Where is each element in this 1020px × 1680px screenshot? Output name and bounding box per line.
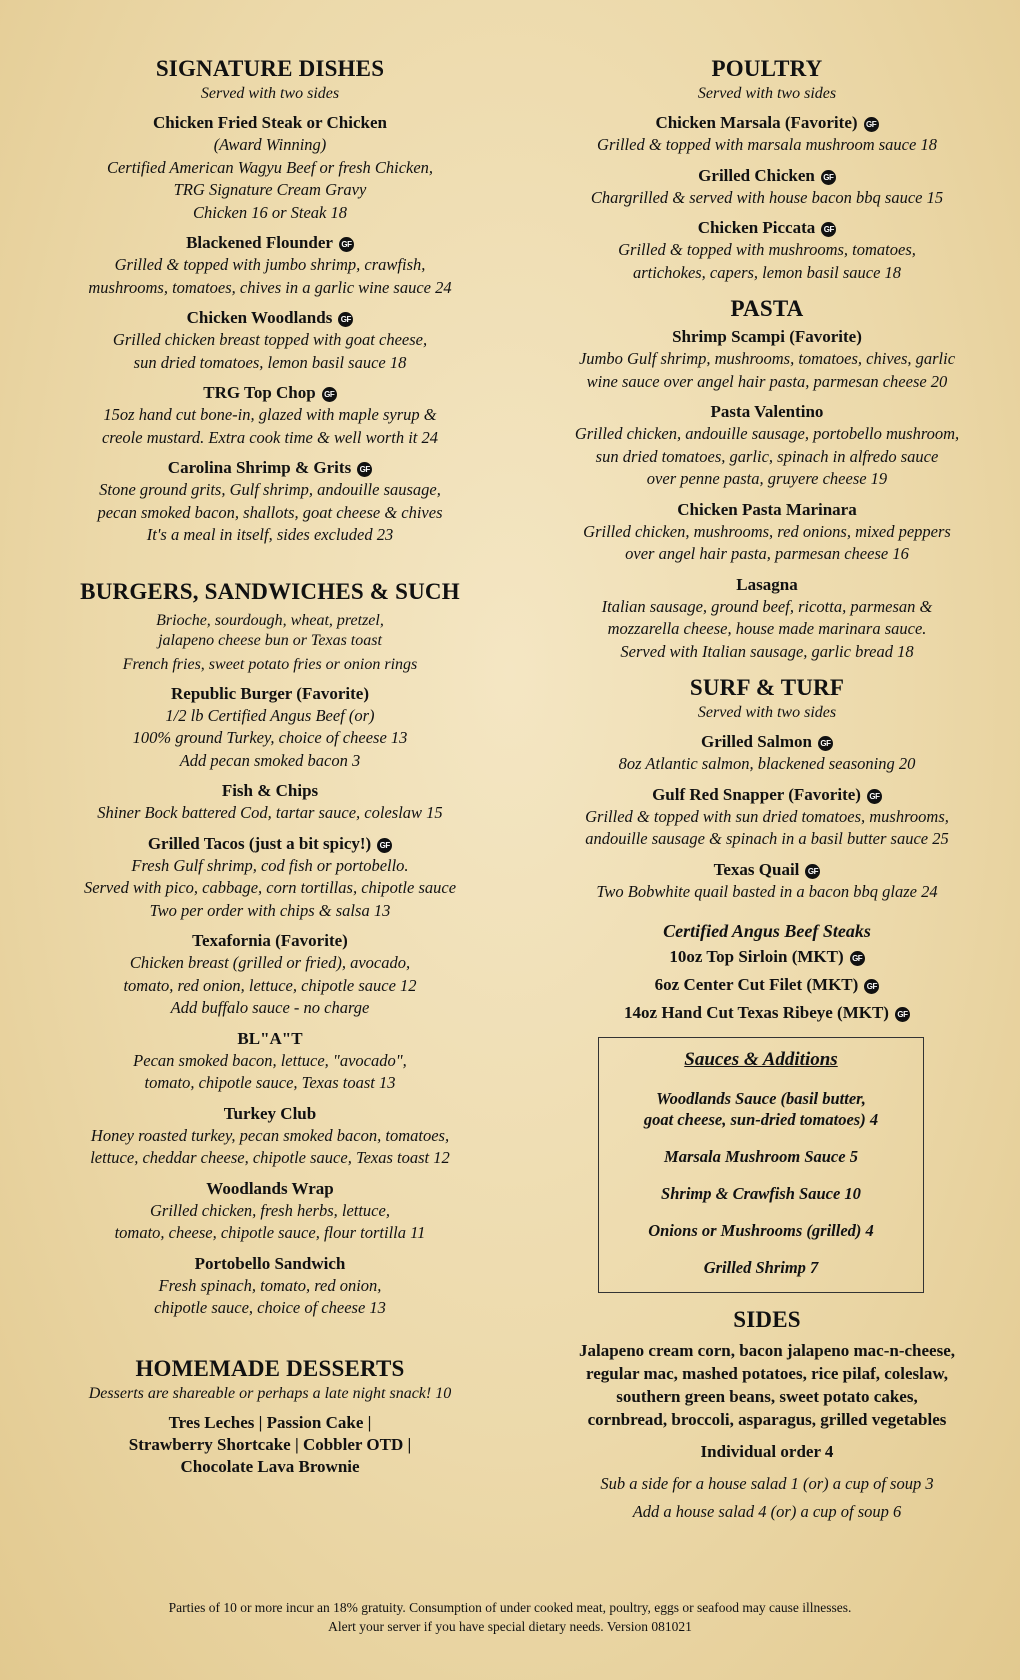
menu-item: [26, 307, 514, 374]
sides-note: Sub a side for a house salad 1 (or) a cup of soup 3: [600, 1474, 934, 1493]
menu-item: [26, 780, 514, 825]
section-title: PASTA: [730, 296, 804, 321]
menu-item-description: Shiner Bock battered Cod, tartar sauce, coleslaw 15: [97, 803, 443, 822]
gluten-free-icon: GF: [322, 387, 337, 402]
menu-item: [528, 217, 1006, 284]
gluten-free-icon: GF: [805, 864, 820, 879]
left-column: [26, 54, 514, 1478]
menu-item: [528, 731, 1006, 776]
menu-item-name: Chicken Woodlands GF: [26, 307, 514, 329]
gluten-free-icon: GF: [339, 237, 354, 252]
menu-item-description: 15oz hand cut bone-in, glazed with maple syrup & creole mustard. Extra cook time & well worth it 24: [101, 405, 439, 447]
menu-item-description: Italian sausage, ground beef, ricotta, parmesan & mozzarella cheese, house made marinara sauce. Served with Italian sausage, garlic bread 18: [601, 596, 933, 661]
signature-dishes-section: [26, 54, 514, 547]
menu-item-description: Grilled & topped with mushrooms, tomatoes, artichokes, capers, lemon basil sauce 18: [618, 240, 916, 282]
menu-item: [26, 1253, 514, 1320]
gluten-free-icon: GF: [864, 979, 879, 994]
sides-individual-price: Individual order 4: [700, 1442, 834, 1461]
menu-item-name: Gulf Red Snapper (Favorite) GF: [528, 784, 1006, 806]
menu-item-description: Grilled chicken breast topped with goat cheese, sun dried tomatoes, lemon basil sauce 18: [112, 330, 428, 372]
menu-item-description: Honey roasted turkey, pecan smoked bacon, tomatoes, lettuce, cheddar cheese, chipotle sauce, Texas toast 12: [90, 1125, 450, 1167]
steak-item: 14oz Hand Cut Texas Ribeye (MKT) GF: [528, 999, 1006, 1027]
menu-item-name: Grilled Chicken GF: [528, 165, 1006, 187]
menu-item-description: Grilled chicken, fresh herbs, lettuce, tomato, cheese, chipotle sauce, flour tortilla 11: [114, 1200, 426, 1242]
section-title: SIGNATURE DISHES: [155, 56, 385, 81]
menu-item-description: Pecan smoked bacon, lettuce, "avocado", tomato, chipotle sauce, Texas toast 13: [133, 1050, 407, 1092]
gluten-free-icon: GF: [850, 951, 865, 966]
menu-item-name: Pasta Valentino: [710, 402, 824, 421]
sides-list: Jalapeno cream corn, bacon jalapeno mac-n-cheese, regular mac, mashed potatoes, rice pilaf, coleslaw, southern green beans, sweet potato cakes, cornbread, broccoli, asparagus, grilled vegetables: [579, 1341, 955, 1429]
steak-item: 10oz Top Sirloin (MKT) GF: [528, 943, 1006, 971]
menu-item: [528, 112, 1006, 157]
sides-section: [528, 1305, 1006, 1523]
menu-item: [26, 1178, 514, 1245]
menu-item: [528, 326, 1006, 393]
menu-item-name: Texas Quail GF: [528, 859, 1006, 881]
menu-item: [26, 382, 514, 449]
section-subtitle: Served with two sides: [200, 85, 340, 102]
steaks-heading: Certified Angus Beef Steaks: [663, 921, 871, 941]
sauce-item: Shrimp & Crawfish Sauce 10: [661, 1184, 861, 1203]
menu-item: [528, 784, 1006, 851]
menu-item-description: Grilled chicken, mushrooms, red onions, mixed peppers over angel hair pasta, parmesan cheese 16: [583, 521, 951, 563]
gluten-free-icon: GF: [821, 170, 836, 185]
menu-item-name: TRG Top Chop GF: [26, 382, 514, 404]
gluten-free-icon: GF: [357, 462, 372, 477]
sauce-item: Woodlands Sauce (basil butter, goat cheese, sun-dried tomatoes) 4: [643, 1089, 879, 1129]
gluten-free-icon: GF: [818, 736, 833, 751]
surf-turf-section: [528, 673, 1006, 1027]
menu-item-name: Carolina Shrimp & Grits GF: [26, 457, 514, 479]
sauces-additions-box: [598, 1037, 924, 1293]
menu-item-name: Lasagna: [736, 574, 798, 594]
menu-item-description: Chargrilled & served with house bacon bbq sauce 15: [590, 187, 944, 207]
gluten-free-icon: GF: [864, 117, 879, 132]
menu-item-name: Texafornia (Favorite): [192, 931, 348, 950]
menu-item-description: Grilled & topped with sun dried tomatoes, mushrooms, andouille sausage & spinach in a basil butter sauce 25: [585, 806, 949, 848]
menu-item: [528, 574, 1006, 664]
desserts-section: [26, 1354, 514, 1478]
menu-item-name: Chicken Marsala (Favorite) GF: [528, 112, 1006, 134]
menu-item-name: Turkey Club: [223, 1103, 317, 1123]
gluten-free-icon: GF: [338, 312, 353, 327]
menu-item: [26, 1028, 514, 1095]
menu-item-description: Two Bobwhite quail basted in a bacon bbq glaze 24: [596, 881, 938, 901]
sauces-title: Sauces & Additions: [684, 1049, 838, 1070]
menu-item-name: Fish & Chips: [221, 781, 319, 800]
menu-item: [528, 499, 1006, 566]
menu-item-name: Grilled Salmon GF: [528, 731, 1006, 753]
menu-item-description: Stone ground grits, Gulf shrimp, andouille sausage, pecan smoked bacon, shallots, goat cheese & chives It's a meal in itself, sides excluded 23: [97, 480, 443, 544]
menu-item-name: Portobello Sandwich: [194, 1253, 346, 1273]
gluten-free-icon: GF: [867, 789, 882, 804]
menu-item: [26, 457, 514, 547]
menu-item: [26, 232, 514, 299]
gluten-free-icon: GF: [895, 1007, 910, 1022]
section-subtitle: Brioche, sourdough, wheat, pretzel, jalapeno cheese bun or Texas toast: [156, 611, 384, 649]
menu-footer: Parties of 10 or more incur an 18% gratuity. Consumption of under cooked meat, poultry, eggs or seafood may cause illnesses. Alert your server if you have special dietary needs. Version 081021: [168, 1600, 852, 1634]
sides-note: Add a house salad 4 (or) a cup of soup 6: [632, 1502, 902, 1521]
sauce-item: Marsala Mushroom Sauce 5: [664, 1147, 858, 1166]
menu-item-description: Jumbo Gulf shrimp, mushrooms, tomatoes, chives, garlic wine sauce over angel hair pasta, parmesan cheese 20: [578, 349, 956, 391]
menu-item: [26, 683, 514, 773]
menu-item: [528, 165, 1006, 210]
burgers-section: [26, 577, 514, 1320]
menu-item-description: 8oz Atlantic salmon, blackened seasoning 20: [618, 754, 916, 773]
section-subtitle-sides: French fries, sweet potato fries or onion rings: [122, 655, 418, 673]
menu-item: [26, 112, 514, 224]
menu-item-name: Grilled Tacos (just a bit spicy!) GF: [26, 833, 514, 855]
gluten-free-icon: GF: [821, 222, 836, 237]
menu-item: [26, 930, 514, 1020]
section-subtitle: Desserts are shareable or perhaps a late night snack! 10: [88, 1384, 452, 1402]
menu-item-name: Chicken Piccata GF: [528, 217, 1006, 239]
section-title: SIDES: [733, 1307, 801, 1332]
section-title: HOMEMADE DESSERTS: [135, 1355, 405, 1381]
menu-item-description: Fresh Gulf shrimp, cod fish or portobello. Served with pico, cabbage, corn tortillas, chipotle sauce Two per order with chips & salsa 13: [83, 855, 457, 920]
sauce-item: Onions or Mushrooms (grilled) 4: [648, 1221, 874, 1240]
menu-item-description: Grilled chicken, andouille sausage, portobello mushroom, sun dried tomatoes, garlic, spinach in alfredo sauce over penne pasta, gruyere cheese 19: [574, 424, 960, 488]
section-title: SURF & TURF: [689, 675, 845, 700]
menu-item-description: Chicken breast (grilled or fried), avocado, tomato, red onion, lettuce, chipotle sauce 12 Add buffalo sauce - no charge: [123, 953, 417, 1017]
menu-item-description: 1/2 lb Certified Angus Beef (or) 100% ground Turkey, choice of cheese 13 Add pecan smoked bacon 3: [132, 705, 408, 770]
pasta-section: [528, 294, 1006, 663]
section-title: BURGERS, SANDWICHES & SUCH: [80, 578, 460, 604]
sauce-item: Grilled Shrimp 7: [703, 1258, 819, 1277]
menu-item-description: (Award Winning) Certified American Wagyu Beef or fresh Chicken, TRG Signature Cream Gravy Chicken 16 or Steak 18: [106, 135, 434, 222]
right-column: [528, 54, 1006, 1523]
menu-item-name: Republic Burger (Favorite): [171, 683, 369, 703]
menu-item-name: Blackened Flounder GF: [26, 232, 514, 254]
menu-item: [26, 1103, 514, 1170]
poultry-section: [528, 54, 1006, 284]
menu-item: [26, 833, 514, 923]
menu-item-name: Shrimp Scampi (Favorite): [672, 327, 862, 346]
steak-item: 6oz Center Cut Filet (MKT) GF: [528, 971, 1006, 999]
menu-item-description: Grilled & topped with jumbo shrimp, crawfish, mushrooms, tomatoes, chives in a garlic wine sauce 24: [88, 255, 452, 297]
menu-item-name: Chicken Pasta Marinara: [677, 499, 857, 519]
menu-item-description: Fresh spinach, tomato, red onion, chipotle sauce, choice of cheese 13: [154, 1275, 386, 1317]
dessert-list: Tres Leches | Passion Cake | Strawberry Shortcake | Cobbler OTD | Chocolate Lava Brownie: [128, 1412, 412, 1476]
menu-item: [528, 859, 1006, 904]
menu-item-name: Chicken Fried Steak or Chicken: [153, 113, 387, 132]
section-subtitle: Served with two sides: [697, 85, 837, 102]
menu-item-name: Woodlands Wrap: [206, 1178, 334, 1198]
menu-item-name: BL"A"T: [237, 1028, 303, 1048]
section-subtitle: Served with two sides: [697, 704, 837, 721]
menu-item: [528, 401, 1006, 491]
gluten-free-icon: GF: [377, 838, 392, 853]
section-title: POULTRY: [711, 56, 823, 81]
menu-item-description: Grilled & topped with marsala mushroom sauce 18: [597, 135, 937, 154]
